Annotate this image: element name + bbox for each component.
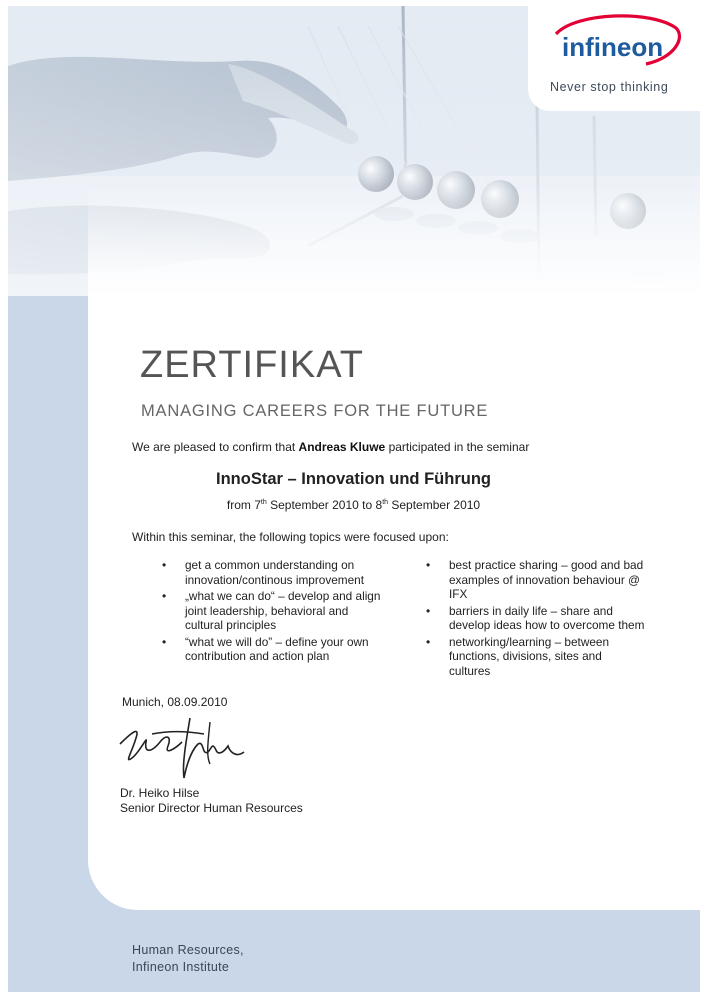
seminar-name: InnoStar – Innovation und Führung xyxy=(216,470,491,488)
signature xyxy=(112,712,262,787)
confirmation-text xyxy=(132,440,529,454)
topic-text: barriers in daily life – share and develop ideas how to overcome them xyxy=(449,603,645,632)
signer-title: Senior Director Human Resources xyxy=(120,801,303,815)
infineon-logo xyxy=(546,14,686,74)
topic-text: “what we will do” – define your own contribution and action plan xyxy=(185,634,369,663)
place-date: Munich, 08.09.2010 xyxy=(122,695,228,709)
dates-part: from 7 xyxy=(226,498,261,512)
topics-list-left xyxy=(162,558,382,666)
list-item xyxy=(426,604,646,633)
participant-name: Andreas Kluwe xyxy=(298,440,386,454)
list-item xyxy=(426,635,646,679)
svg-text:infineon: infineon xyxy=(562,32,664,62)
footer-line: Infineon Institute xyxy=(132,960,230,974)
topic-text: best practice sharing – good and bad examples of innovation behaviour @ IFX xyxy=(449,558,644,601)
bullet: • xyxy=(426,603,431,618)
seminar-dates xyxy=(0,498,707,512)
list-item xyxy=(426,558,646,602)
brand-box xyxy=(528,6,700,111)
brand-tagline: Never stop thinking xyxy=(550,80,669,94)
footer-line: Human Resources, xyxy=(132,943,244,957)
bullet: • xyxy=(162,634,167,649)
intro-suffix: participated in the seminar xyxy=(385,440,530,454)
signer-block xyxy=(120,786,303,816)
list-item xyxy=(162,635,382,664)
dates-part: September 2010 xyxy=(388,498,481,512)
bullet: • xyxy=(162,589,167,603)
intro-prefix: We are pleased to confirm that xyxy=(132,440,299,454)
list-item xyxy=(162,589,382,633)
topic-text: get a common understanding on innovation/continous improvement xyxy=(185,558,365,587)
topic-text: „what we can do“ – develop and align joint leadership, behavioral and cultural principles xyxy=(185,589,381,632)
topic-text: networking/learning – between functions, divisions, sites and cultures xyxy=(449,634,610,678)
certificate-title: ZERTIFIKAT xyxy=(140,344,364,386)
footer xyxy=(132,942,244,976)
certificate-subtitle: MANAGING CAREERS FOR THE FUTURE xyxy=(141,402,489,420)
hero-fade xyxy=(88,186,700,296)
dates-part: September 2010 to 8 xyxy=(266,498,383,512)
dates-sup: th xyxy=(382,499,389,506)
bullet: • xyxy=(426,558,431,572)
bullet: • xyxy=(162,558,167,572)
list-item xyxy=(162,558,382,587)
bullet: • xyxy=(426,634,431,649)
signer-name: Dr. Heiko Hilse xyxy=(120,786,200,800)
topics-list-right xyxy=(426,558,646,680)
dates-sup: th xyxy=(260,499,267,506)
topics-intro: Within this seminar, the following topics were focused upon: xyxy=(132,530,449,544)
